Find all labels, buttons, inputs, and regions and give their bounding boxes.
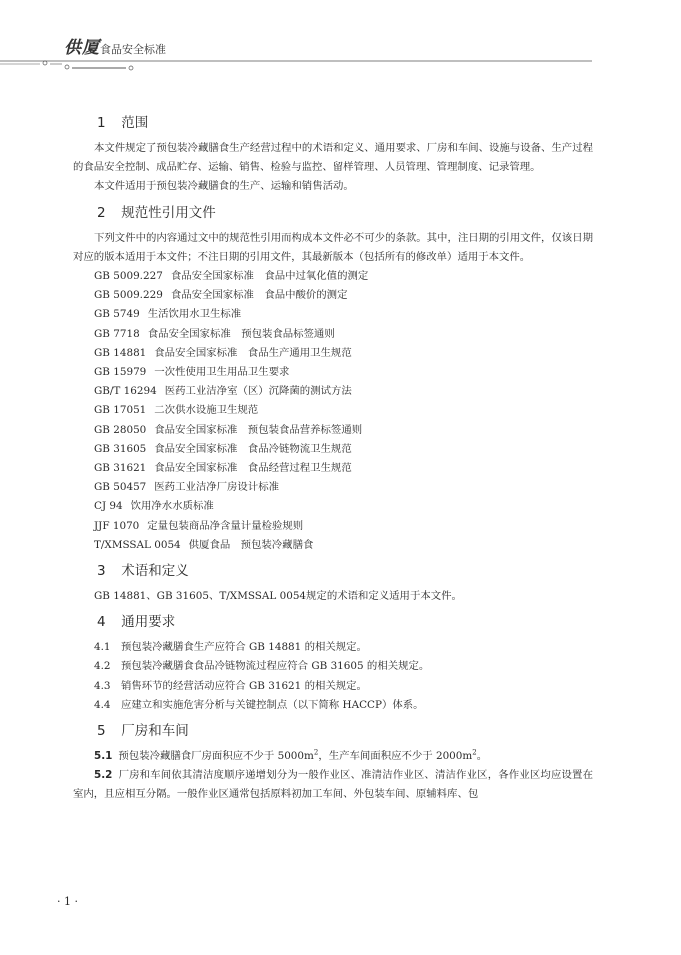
reference-code: CJ 94 (94, 500, 123, 513)
section-title: 范围 (121, 115, 149, 131)
reference-title: 二次供水设施卫生规范 (154, 404, 259, 417)
reference-title: 食品安全国家标准 预包装食品标签通则 (147, 327, 335, 340)
header-logo: 供厦 (64, 38, 100, 58)
reference-item (73, 267, 593, 286)
clause-paragraph (73, 766, 593, 804)
paragraph: GB 14881、GB 31605、T/XMSSAL 0054规定的术语和定义适用于本文件。 (94, 590, 462, 603)
reference-code: JJF 1070 (94, 519, 140, 532)
reference-title: 医药工业洁净厂房设计标准 (154, 481, 279, 494)
page-number: · 1 · (57, 895, 78, 908)
clause-item (73, 657, 593, 676)
section-terms-definitions (73, 561, 593, 606)
clause-text: 。 (476, 750, 488, 763)
paragraph: 下列文件中的内容通过文中的规范性引用而构成本文件必不可少的条款。其中，注日期的引用文件，仅该日期对应的版本适用于本文件；不注日期的引用文件，其最新版本（包括所有的修改单）适用于本文件。 (73, 231, 593, 263)
reference-item (73, 459, 593, 478)
clause-item (73, 677, 593, 696)
running-header (0, 0, 681, 80)
section-title: 术语和定义 (121, 563, 189, 580)
reference-code: GB 7718 (94, 327, 140, 340)
section-title: 规范性引用文件 (121, 204, 216, 221)
clause-text: 销售环节的经营活动应符合 GB 31621 的相关规定。 (121, 679, 367, 692)
reference-title: 食品安全国家标准 食品中酸价的测定 (170, 289, 348, 302)
section-number: 5 (97, 723, 106, 740)
section-title: 厂房和车间 (121, 723, 189, 740)
reference-item (73, 536, 593, 555)
clause-text: 厂房和车间依其清洁度顺序递增划分为一般作业区、准清洁作业区、清洁作业区，各作业区均应设置在室内，且应相互分隔。一般作业区通常包括原料初加工车间、外包装车间、原辅料库、包 (73, 769, 593, 801)
reference-code: GB 31621 (94, 462, 147, 475)
header-rule (0, 0, 681, 80)
clause-number: 4.1 (94, 641, 111, 654)
reference-title: 食品安全国家标准 预包装食品营养标签通则 (154, 423, 363, 436)
reference-title: 定量包装商品净含量计量检验规则 (147, 519, 304, 532)
reference-item (73, 478, 593, 497)
section-heading (73, 113, 593, 133)
section-normative-references (73, 203, 593, 555)
header-subtitle: 食品安全标准 (100, 43, 166, 56)
reference-item (73, 363, 593, 382)
reference-code: GB 15979 (94, 366, 147, 379)
reference-code: GB/T 16294 (94, 385, 157, 398)
reference-item (73, 344, 593, 363)
clause-number: 4.3 (94, 679, 111, 692)
reference-item (73, 382, 593, 401)
section-number: 1 (97, 115, 106, 131)
paragraph: 本文件规定了预包装冷藏膳食生产经营过程中的术语和定义、通用要求、厂房和车间、设施与设备、生产过程的食品安全控制、成品贮存、运输、销售、检验与监控、留样管理、人员管理、管理制度、记录管理。 (73, 142, 593, 174)
reference-title: 食品安全国家标准 食品冷链物流卫生规范 (154, 442, 352, 455)
reference-item (73, 497, 593, 516)
clause-number: 4.4 (94, 698, 111, 711)
reference-item (73, 305, 593, 324)
reference-title: 供厦食品 预包装冷藏膳食 (188, 538, 314, 551)
clause-text: 预包装冷藏膳食生产应符合 GB 14881 的相关规定。 (121, 641, 367, 654)
reference-title: 饮用净水水质标准 (130, 500, 214, 513)
reference-code: GB 50457 (94, 481, 147, 494)
clause-item (73, 638, 593, 657)
reference-title: 食品安全国家标准 食品中过氧化值的测定 (170, 270, 369, 283)
section-number: 4 (97, 614, 106, 631)
clause-number: 4.2 (94, 660, 111, 673)
clause-list (73, 638, 593, 715)
section-heading (73, 612, 593, 632)
section-number: 3 (97, 563, 106, 580)
reference-title: 医药工业洁净室（区）沉降菌的测试方法 (164, 385, 352, 398)
reference-code: GB 5749 (94, 308, 140, 321)
reference-code: GB 31605 (94, 442, 147, 455)
reference-item (73, 286, 593, 305)
reference-title: 食品安全国家标准 食品经营过程卫生规范 (154, 462, 352, 475)
section-number: 2 (97, 204, 106, 221)
clause-text: 预包装冷藏膳食厂房面积应不少于 5000m (118, 750, 314, 763)
superscript: 2 (313, 748, 319, 757)
reference-title: 一次性使用卫生用品卫生要求 (154, 366, 290, 379)
reference-item (73, 440, 593, 459)
section-heading (73, 721, 593, 741)
reference-title: 食品安全国家标准 食品生产通用卫生规范 (154, 346, 352, 359)
reference-item (73, 401, 593, 420)
section-title: 通用要求 (121, 614, 176, 631)
section-scope (73, 113, 593, 197)
reference-item (73, 517, 593, 536)
reference-item (73, 325, 593, 344)
clause-item (73, 696, 593, 715)
reference-code: GB 14881 (94, 346, 147, 359)
superscript: 2 (472, 748, 477, 757)
section-plant-workshop (73, 721, 593, 805)
clause-text: ，生产车间面积应不少于 2000m (318, 750, 473, 763)
clause-number: 5.1 (94, 750, 113, 763)
clause-number: 5.2 (94, 769, 113, 782)
reference-code: GB 5009.229 (94, 289, 163, 302)
clause-text: 应建立和实施危害分析与关键控制点（以下简称 HACCP）体系。 (121, 698, 424, 711)
reference-code: GB 28050 (94, 423, 147, 436)
reference-code: GB 5009.227 (94, 270, 163, 283)
clause-paragraph (73, 747, 593, 766)
reference-list (73, 267, 593, 555)
reference-title: 生活饮用水卫生标准 (147, 308, 242, 321)
reference-code: T/XMSSAL 0054 (94, 538, 181, 551)
section-heading (73, 203, 593, 223)
document-body (73, 113, 593, 811)
paragraph: 本文件适用于预包装冷藏膳食的生产、运输和销售活动。 (94, 180, 354, 193)
clause-text: 预包装冷藏膳食食品冷链物流过程应符合 GB 31605 的相关规定。 (121, 660, 430, 673)
section-heading (73, 561, 593, 581)
reference-code: GB 17051 (94, 404, 147, 417)
reference-item (73, 421, 593, 440)
section-general-requirements (73, 612, 593, 715)
